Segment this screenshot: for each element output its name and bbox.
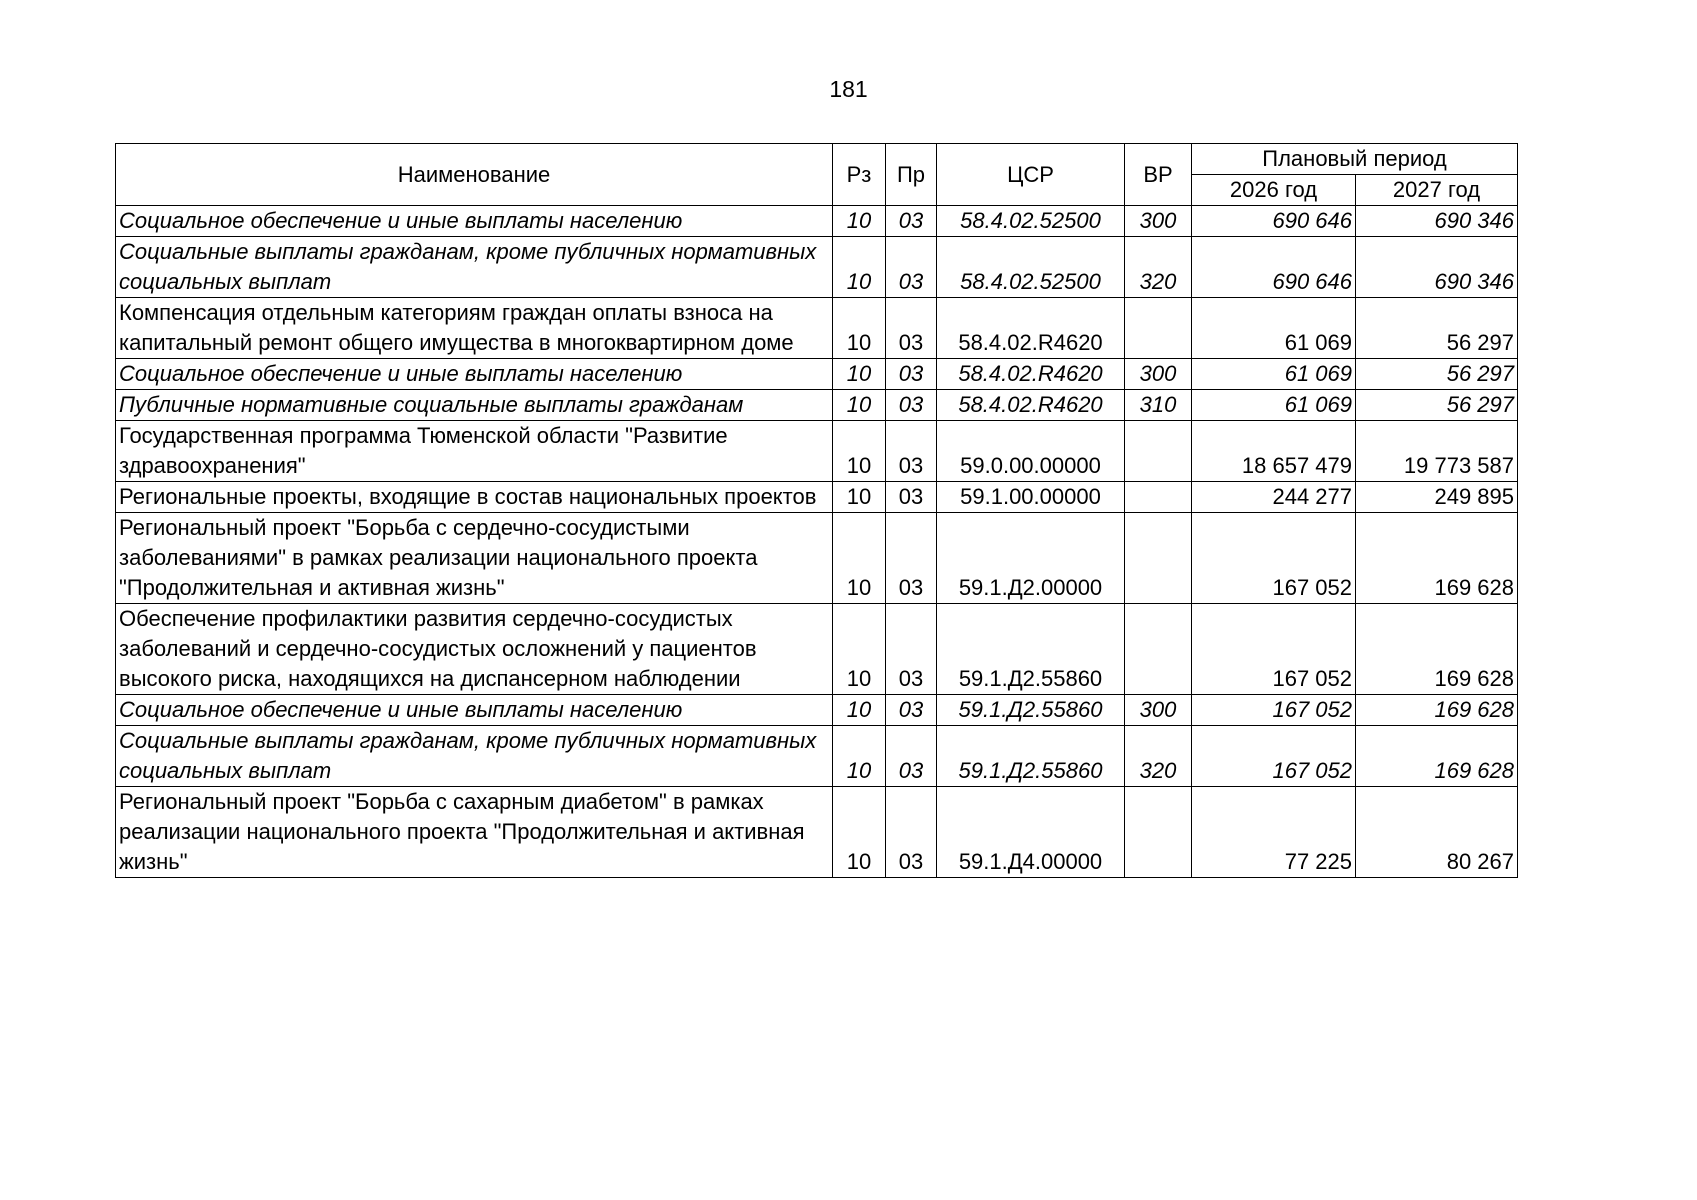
row-amount-2026: 61 069 — [1192, 359, 1356, 390]
row-amount-2026: 690 646 — [1192, 206, 1356, 237]
row-rz: 10 — [833, 359, 886, 390]
row-vr: 310 — [1125, 390, 1192, 421]
row-rz: 10 — [833, 726, 886, 787]
row-rz: 10 — [833, 237, 886, 298]
row-rz: 10 — [833, 298, 886, 359]
row-csr: 59.1.Д2.55860 — [937, 695, 1125, 726]
row-amount-2027: 56 297 — [1356, 359, 1518, 390]
row-amount-2027: 249 895 — [1356, 482, 1518, 513]
table-row — [116, 604, 1518, 695]
table-row — [116, 513, 1518, 604]
row-csr: 59.0.00.00000 — [937, 421, 1125, 482]
row-vr — [1125, 513, 1192, 604]
row-name: Социальные выплаты гражданам, кроме публичных нормативных социальных выплат — [116, 237, 833, 298]
row-pr: 03 — [886, 695, 937, 726]
header-year-2027: 2027 год — [1356, 175, 1518, 206]
row-vr — [1125, 298, 1192, 359]
row-pr: 03 — [886, 482, 937, 513]
row-amount-2027: 169 628 — [1356, 604, 1518, 695]
row-pr: 03 — [886, 604, 937, 695]
table-body — [116, 206, 1518, 878]
row-amount-2027: 690 346 — [1356, 237, 1518, 298]
row-pr: 03 — [886, 787, 937, 878]
row-amount-2027: 169 628 — [1356, 513, 1518, 604]
row-csr: 59.1.Д2.55860 — [937, 604, 1125, 695]
row-pr: 03 — [886, 421, 937, 482]
row-name: Социальное обеспечение и иные выплаты населению — [116, 695, 833, 726]
row-pr: 03 — [886, 298, 937, 359]
header-pr: Пр — [886, 144, 937, 206]
row-name: Социальное обеспечение и иные выплаты населению — [116, 359, 833, 390]
row-vr — [1125, 787, 1192, 878]
row-amount-2026: 167 052 — [1192, 604, 1356, 695]
row-name: Государственная программа Тюменской области "Развитие здравоохранения" — [116, 421, 833, 482]
row-name: Региональный проект "Борьба с сердечно-сосудистыми заболеваниями" в рамках реализации национального проекта "Продолжительная и активная жизнь" — [116, 513, 833, 604]
row-vr: 300 — [1125, 359, 1192, 390]
row-vr — [1125, 482, 1192, 513]
row-name: Публичные нормативные социальные выплаты гражданам — [116, 390, 833, 421]
row-vr: 320 — [1125, 726, 1192, 787]
header-name: Наименование — [116, 144, 833, 206]
row-amount-2027: 169 628 — [1356, 695, 1518, 726]
row-csr: 58.4.02.52500 — [937, 237, 1125, 298]
row-pr: 03 — [886, 513, 937, 604]
header-year-2026: 2026 год — [1192, 175, 1356, 206]
row-rz: 10 — [833, 787, 886, 878]
row-amount-2026: 244 277 — [1192, 482, 1356, 513]
row-csr: 58.4.02.R4620 — [937, 390, 1125, 421]
row-amount-2026: 77 225 — [1192, 787, 1356, 878]
row-rz: 10 — [833, 513, 886, 604]
budget-table — [115, 143, 1518, 878]
row-csr: 59.1.Д4.00000 — [937, 787, 1125, 878]
header-rz: Рз — [833, 144, 886, 206]
table-row — [116, 482, 1518, 513]
row-rz: 10 — [833, 206, 886, 237]
row-amount-2027: 56 297 — [1356, 298, 1518, 359]
row-rz: 10 — [833, 390, 886, 421]
page-number: 181 — [829, 76, 868, 102]
row-amount-2027: 690 346 — [1356, 206, 1518, 237]
row-pr: 03 — [886, 390, 937, 421]
row-name: Социальные выплаты гражданам, кроме публичных нормативных социальных выплат — [116, 726, 833, 787]
table-row — [116, 787, 1518, 878]
row-rz: 10 — [833, 421, 886, 482]
row-amount-2026: 61 069 — [1192, 298, 1356, 359]
header-planned-period: Плановый период — [1192, 144, 1518, 175]
table-row — [116, 298, 1518, 359]
row-name: Региональные проекты, входящие в состав национальных проектов — [116, 482, 833, 513]
row-amount-2026: 167 052 — [1192, 695, 1356, 726]
table-header — [116, 144, 1518, 206]
table-row — [116, 390, 1518, 421]
row-pr: 03 — [886, 726, 937, 787]
row-amount-2027: 169 628 — [1356, 726, 1518, 787]
table-row — [116, 726, 1518, 787]
table-row — [116, 206, 1518, 237]
row-pr: 03 — [886, 206, 937, 237]
row-vr: 300 — [1125, 206, 1192, 237]
row-amount-2026: 18 657 479 — [1192, 421, 1356, 482]
table-row — [116, 237, 1518, 298]
row-amount-2027: 80 267 — [1356, 787, 1518, 878]
row-csr: 59.1.Д2.55860 — [937, 726, 1125, 787]
row-name: Региональный проект "Борьба с сахарным диабетом" в рамках реализации национального проекта "Продолжительная и активная жизнь" — [116, 787, 833, 878]
row-name: Социальное обеспечение и иные выплаты населению — [116, 206, 833, 237]
header-vr: ВР — [1125, 144, 1192, 206]
row-name: Обеспечение профилактики развития сердечно-сосудистых заболеваний и сердечно-сосудистых осложнений у пациентов высокого риска, находящихся на диспансерном наблюдении — [116, 604, 833, 695]
table-row — [116, 421, 1518, 482]
row-rz: 10 — [833, 695, 886, 726]
row-csr: 58.4.02.52500 — [937, 206, 1125, 237]
row-amount-2026: 690 646 — [1192, 237, 1356, 298]
row-name: Компенсация отдельным категориям граждан оплаты взноса на капитальный ремонт общего имущества в многоквартирном доме — [116, 298, 833, 359]
table-row — [116, 695, 1518, 726]
row-vr: 320 — [1125, 237, 1192, 298]
row-vr — [1125, 421, 1192, 482]
table-row — [116, 359, 1518, 390]
row-pr: 03 — [886, 237, 937, 298]
row-amount-2027: 19 773 587 — [1356, 421, 1518, 482]
header-csr: ЦСР — [937, 144, 1125, 206]
row-rz: 10 — [833, 482, 886, 513]
row-vr — [1125, 604, 1192, 695]
row-csr: 59.1.00.00000 — [937, 482, 1125, 513]
row-vr: 300 — [1125, 695, 1192, 726]
row-csr: 58.4.02.R4620 — [937, 298, 1125, 359]
row-csr: 59.1.Д2.00000 — [937, 513, 1125, 604]
row-amount-2026: 167 052 — [1192, 513, 1356, 604]
row-amount-2026: 167 052 — [1192, 726, 1356, 787]
row-pr: 03 — [886, 359, 937, 390]
row-amount-2027: 56 297 — [1356, 390, 1518, 421]
row-csr: 58.4.02.R4620 — [937, 359, 1125, 390]
row-rz: 10 — [833, 604, 886, 695]
row-amount-2026: 61 069 — [1192, 390, 1356, 421]
